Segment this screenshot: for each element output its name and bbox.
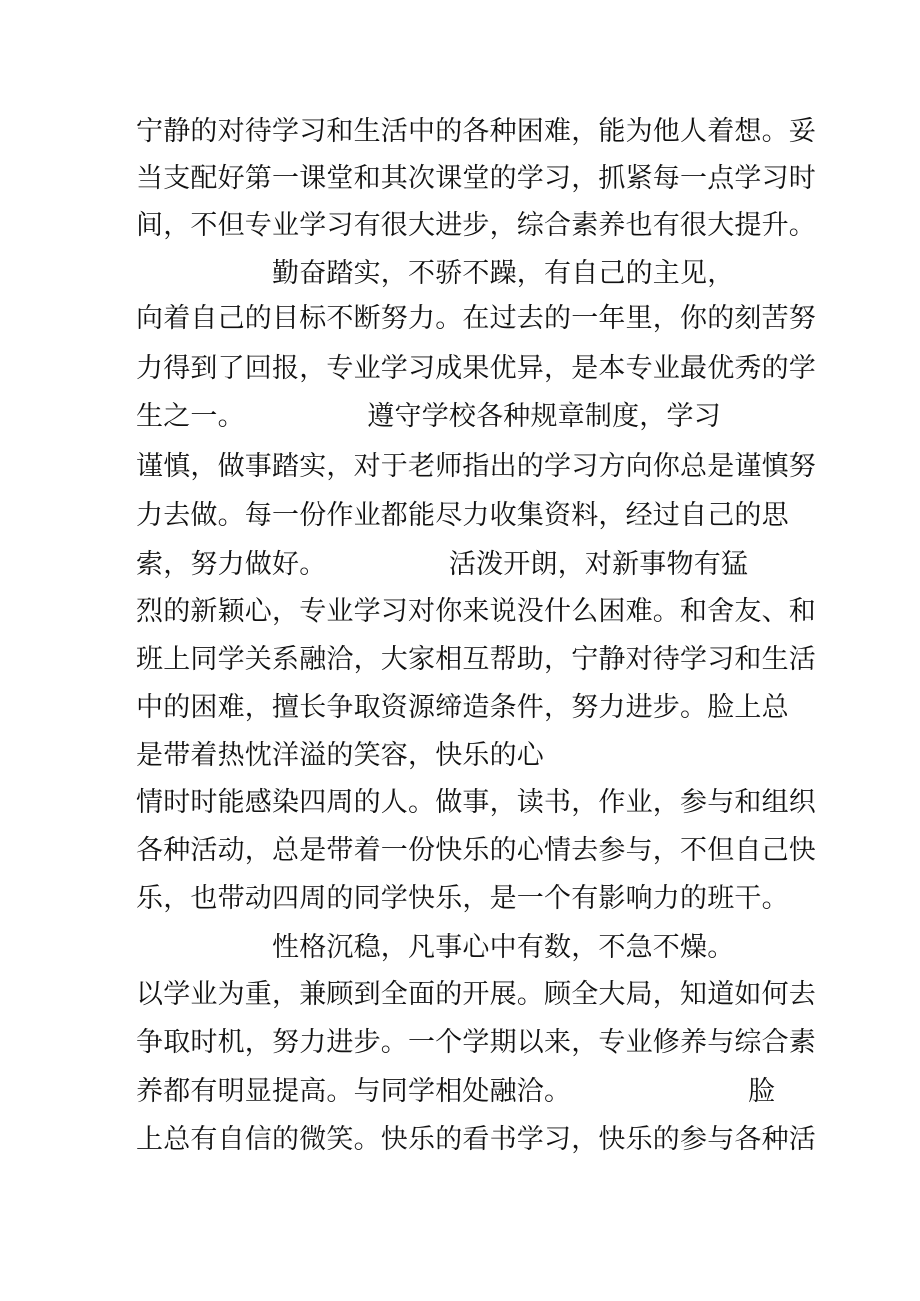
text-line: 养都有明显提高。与同学相处融洽。 脸 bbox=[136, 1076, 776, 1107]
text-line: 宁静的对待学习和生活中的各种困难，能为他人着想。妥 bbox=[136, 116, 816, 147]
text-line: 谨慎，做事踏实，对于老师指出的学习方向你总是谨慎努 bbox=[136, 451, 816, 482]
text-line: 班上同学关系融洽，大家相互帮助，宁静对待学习和生活 bbox=[136, 644, 816, 675]
text-line: 各种活动，总是带着一份快乐的心情去参与，不但自己快 bbox=[136, 835, 816, 866]
text-line: 争取时机，努力进步。一个学期以来，专业修养与综合素 bbox=[136, 1027, 816, 1058]
text-line: 上总有自信的微笑。快乐的看书学习，快乐的参与各种活 bbox=[136, 1124, 816, 1155]
text-line: 间，不但专业学习有很大进步，综合素养也有很大提升。 bbox=[136, 210, 816, 241]
text-line: 当支配好第一课堂和其次课堂的学习，抓紧每一点学习时 bbox=[136, 163, 816, 194]
text-line: 性格沉稳，凡事心中有数，不急不燥。 bbox=[136, 932, 735, 963]
text-line: 乐，也带动四周的同学快乐，是一个有影响力的班干。 bbox=[136, 883, 789, 914]
text-line: 烈的新颖心，专业学习对你来说没什么困难。和舍友、和 bbox=[136, 596, 816, 627]
text-line: 向着自己的目标不断努力。在过去的一年里，你的刻苦努 bbox=[136, 303, 816, 334]
text-line: 是带着热忱洋溢的笑容，快乐的心 bbox=[136, 740, 544, 771]
text-line: 索，努力做好。 活泼开朗，对新事物有猛 bbox=[136, 549, 749, 580]
text-line: 力去做。每一份作业都能尽力收集资料，经过自己的思 bbox=[136, 500, 789, 531]
text-line: 勤奋踏实，不骄不躁，有自己的主见， bbox=[136, 258, 735, 289]
text-line: 以学业为重，兼顾到全面的开展。顾全大局，知道如何去 bbox=[136, 979, 816, 1010]
text-line: 中的困难，擅长争取资源缔造条件，努力进步。脸上总 bbox=[136, 692, 789, 723]
text-line: 力得到了回报，专业学习成果优异，是本专业最优秀的学 bbox=[136, 353, 816, 384]
text-line: 情时时能感染四周的人。做事，读书，作业，参与和组织 bbox=[136, 787, 816, 818]
text-line: 生之一。 遵守学校各种规章制度，学习 bbox=[136, 401, 721, 432]
